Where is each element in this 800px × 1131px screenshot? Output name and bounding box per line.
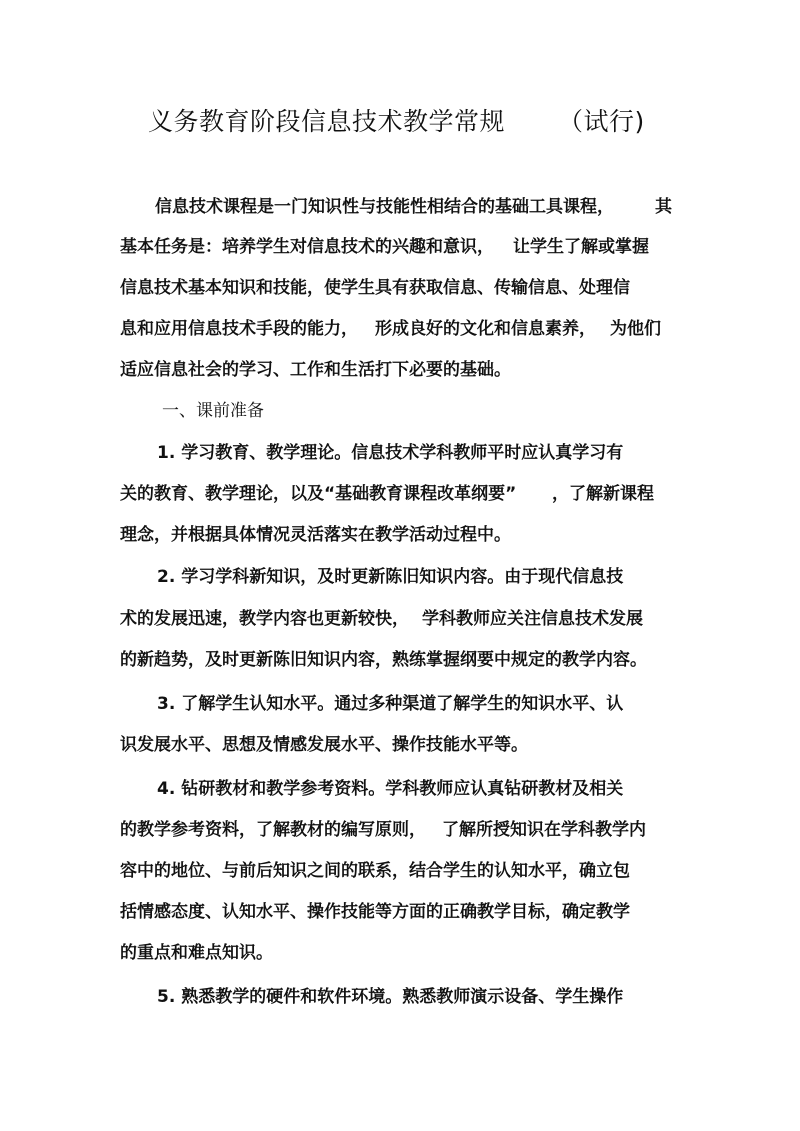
title-text: 义务教育阶段信息技术教学常规 [148,107,506,136]
item-4-line-4: 括情感态度、认知水平、操作技能等方面的正确教学目标，确定教学 [120,902,630,922]
item-1-line-3: 理念，并根据具体情况灵活落实在教学活动过程中。 [120,525,511,545]
intro-line-3: 信息技术基本知识和技能，使学生具有获取信息、传输信息、处理信 [120,278,630,298]
item-3-line-2: 识发展水平、思想及情感发展水平、操作技能水平等。 [120,735,528,755]
item-1-line-2: 关的教育、教学理论，以及“基础教育课程改革纲要” ，了解新课程 [120,484,654,504]
item-2-line-2: 术的发展迅速，教学内容也更新较快， 学科教师应关注信息技术发展 [120,609,643,629]
intro-line-4: 息和应用信息技术手段的能力， 形成良好的文化和信息素养， 为他们 [120,319,661,339]
document-title [148,104,668,140]
item-2-line-3: 的新趋势，及时更新陈旧知识内容，熟练掌握纲要中规定的教学内容。 [120,650,647,670]
item-3-line-1: 3. 了解学生认知水平。通过多种渠道了解学生的知识水平、认 [157,694,624,714]
item-1-line-1: 1. 学习教育、教学理论。信息技术学科教师平时应认真学习有 [157,443,624,463]
item-4-line-5: 的重点和难点知识。 [120,943,273,963]
section-heading-1: 一、课前准备 [162,401,264,421]
item-5-line-1: 5. 熟悉教学的硬件和软件环境。熟悉教师演示设备、学生操作 [157,987,624,1007]
item-4-line-1: 4. 钻研教材和教学参考资料。学科教师应认真钻研教材及相关 [157,779,624,799]
intro-line-2: 基本任务是：培养学生对信息技术的兴趣和意识， 让学生了解或掌握 [120,237,649,257]
intro-line-1: 信息技术课程是一门知识性与技能性相结合的基础工具课程， 其 [155,197,672,217]
intro-line-5: 适应信息社会的学习、工作和生活打下必要的基础。 [120,360,511,380]
item-4-line-2: 的教学参考资料，了解教材的编写原则， 了解所授知识在学科教学内 [120,820,646,840]
item-4-line-3: 容中的地位、与前后知识之间的联系，结合学生的认知水平，确立包 [120,861,630,881]
item-2-line-1: 2. 学习学科新知识，及时更新陈旧知识内容。由于现代信息技 [157,567,624,587]
title-subtitle: （试行) [558,107,645,136]
